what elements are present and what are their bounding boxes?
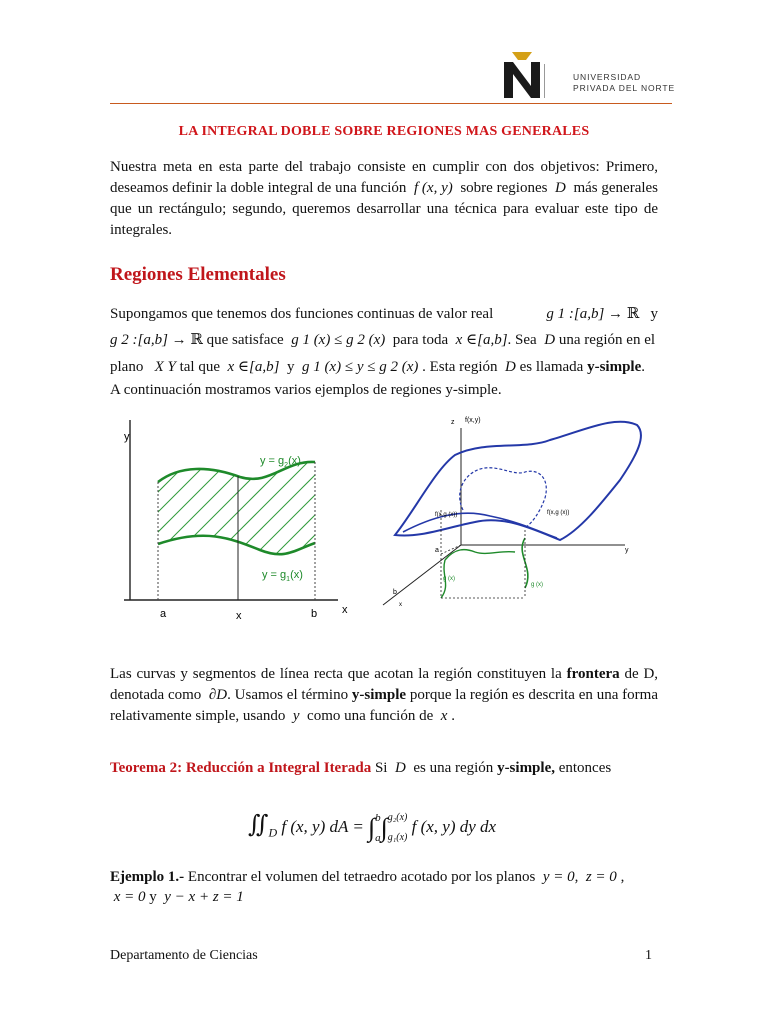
teorema-text-1: Si bbox=[374, 760, 388, 776]
regiones-line-4: A continuación mostramos varios ejemplos de regiones y-simple. bbox=[110, 382, 502, 398]
fig-right-g1-label: g (x) bbox=[443, 576, 455, 582]
intro-text-3: más generales que un rectángulo; segundo, queremos desarrollar una técnica para evaluar este tipo de integrales. bbox=[110, 180, 659, 238]
regiones-text-3d: . Esta región bbox=[422, 359, 498, 375]
eq-z0: z = 0 bbox=[585, 869, 617, 885]
intro-text-2: sobre regiones bbox=[460, 180, 548, 196]
base-region bbox=[441, 538, 528, 598]
ysimple-bold: y-simple bbox=[587, 359, 642, 375]
upper-curve-label: $y = g_2(x)$ bbox=[260, 455, 301, 469]
figure-left-ysimple bbox=[110, 420, 370, 630]
fig-right-x-label: x bbox=[399, 602, 402, 608]
frontera-text-1: Las curvas y segmentos de línea recta que acotan la región constituyen la bbox=[110, 666, 562, 682]
ejemplo-text-2: y bbox=[149, 889, 157, 905]
formula-sub-D: D bbox=[268, 825, 278, 840]
intro-D: D bbox=[555, 180, 566, 196]
comma-2: , bbox=[620, 869, 625, 885]
x-in-ab-2: x ∈[a,b] bbox=[227, 359, 280, 375]
ejemplo-line-1 bbox=[110, 867, 658, 887]
logo-line2: PRIVADA DEL NORTE bbox=[573, 83, 676, 93]
regiones-text-3e: es llamada bbox=[519, 359, 584, 375]
page-title: LA INTEGRAL DOBLE SOBRE REGIONES MAS GENERALES bbox=[178, 124, 590, 139]
teorema-D: D bbox=[394, 760, 406, 776]
fig-right-a-label: a bbox=[435, 547, 439, 554]
frontera-bold: frontera bbox=[566, 666, 620, 682]
frontera-text-5: como una función de bbox=[307, 708, 434, 724]
regiones-line-2 bbox=[110, 330, 658, 350]
double-integral-sign: ∬ bbox=[248, 811, 269, 838]
footer-department: Departamento de Ciencias bbox=[110, 948, 258, 963]
ineq-g1-g2: g 1 (x) ≤ g 2 (x) bbox=[291, 332, 386, 348]
fig-left-b-label: b bbox=[311, 608, 318, 620]
eq-plane: y − x + z = 1 bbox=[164, 889, 244, 905]
regiones-line-1 bbox=[110, 304, 658, 324]
boundary-dD: ∂D bbox=[208, 687, 228, 703]
fig-right-y-label: y bbox=[625, 547, 629, 554]
regiones-D-2: D bbox=[505, 359, 516, 375]
frontera-paragraph bbox=[110, 664, 658, 727]
formula-lhs-body: f (x, y) dA = bbox=[281, 816, 364, 836]
plane-XY: X Y bbox=[154, 359, 176, 375]
reals-symbol-2: ℝ bbox=[190, 332, 203, 348]
ejemplo-text-1: Encontrar el volumen del tetraedro acotado por los planos bbox=[187, 869, 536, 885]
eq-y0: y = 0 bbox=[542, 869, 575, 885]
iterated-integral-formula bbox=[248, 808, 496, 848]
teorema-text-3: entonces bbox=[558, 760, 612, 776]
regiones-D: D bbox=[544, 332, 556, 348]
fig-left-x-axis-label: x bbox=[342, 604, 348, 616]
regiones-text-3a: plano bbox=[110, 359, 144, 375]
frontera-text-4: porque la región es descrita en una forma relativamente simple, usando bbox=[110, 687, 658, 724]
formula-upper-b: b bbox=[375, 812, 381, 824]
teorema-line bbox=[110, 760, 611, 777]
frontera-x: x bbox=[440, 708, 448, 724]
frontera-y: y bbox=[292, 708, 300, 724]
fig-left-y-axis-label: y bbox=[124, 431, 130, 443]
logo-line1: UNIVERSIDAD bbox=[573, 72, 641, 82]
formula-lower-a: a bbox=[375, 832, 381, 844]
logo-n-mark bbox=[504, 52, 545, 98]
axes bbox=[124, 420, 338, 600]
integral-sign-inner: ∫ bbox=[380, 813, 388, 842]
frontera-text-6: . bbox=[451, 708, 455, 724]
regiones-dot: . bbox=[641, 359, 646, 375]
frontera-text-3: . Usamos el término bbox=[227, 687, 349, 703]
formula-lower-g1: g₁(x) bbox=[387, 832, 408, 843]
fig-right-fxy-label: f(x,y) bbox=[465, 417, 481, 424]
lower-curve-label: $y = g_1(x)$ bbox=[262, 569, 303, 583]
page-footer bbox=[110, 948, 658, 964]
fig-right-fg1-label: f(x,g (x)) bbox=[435, 512, 458, 518]
intro-text-1: Nuestra meta en esta parte del trabajo consiste en cumplir con dos objetivos: Primero, deseamos definir la doble integral de una función bbox=[110, 159, 658, 196]
fig-left-x-label: x bbox=[236, 610, 242, 622]
ineq-g1-y-g2: g 1 (x) ≤ y ≤ g 2 (x) bbox=[301, 359, 419, 375]
regiones-line-3 bbox=[110, 357, 658, 377]
frontera-text-2: de D, denotada como bbox=[110, 666, 659, 703]
regiones-text-1a: Supongamos que tenemos dos funciones continuas de valor real bbox=[110, 306, 494, 322]
fig-right-g2-label: g (x) bbox=[531, 582, 543, 588]
regiones-text-2c: . Sea bbox=[507, 332, 537, 348]
surface-outline bbox=[395, 422, 641, 540]
fig-left-a-label: a bbox=[160, 608, 167, 620]
header-rule bbox=[110, 103, 672, 104]
regiones-text-3c: y bbox=[286, 359, 295, 375]
regiones-text-2a: que satisface bbox=[206, 332, 284, 348]
teorema-label: Teorema 2: Reducción a Integral Iterada bbox=[110, 760, 372, 776]
g1-map: g 1 :[a,b] → bbox=[546, 306, 624, 322]
g2-map: g 2 :[a,b] → bbox=[110, 332, 187, 348]
ejemplo-label: Ejemplo 1.- bbox=[110, 869, 185, 885]
section-title: Regiones Elementales bbox=[110, 264, 286, 285]
eq-x0: x = 0 bbox=[113, 889, 146, 905]
footer-page-number: 1 bbox=[645, 948, 652, 963]
x-in-ab: x ∈[a,b] bbox=[455, 332, 508, 348]
regiones-text-2d: una región en el bbox=[558, 332, 656, 348]
formula-upper-g2: g₂(x) bbox=[387, 812, 408, 823]
fig-right-fg2-label: f(x,g (x)) bbox=[547, 510, 570, 516]
frontera-ysimple: y-simple bbox=[351, 687, 407, 703]
integral-sign-outer: ∫ bbox=[368, 813, 376, 842]
comma-1: , bbox=[574, 869, 579, 885]
regiones-text-3b: tal que bbox=[179, 359, 220, 375]
reals-symbol: ℝ bbox=[626, 306, 640, 322]
logo-text bbox=[573, 72, 675, 94]
intro-fxy: f (x, y) bbox=[413, 180, 453, 196]
fig-right-z-label: z bbox=[451, 419, 455, 426]
regiones-text-1b: y bbox=[650, 306, 658, 322]
formula-rhs-body: f (x, y) dy dx bbox=[411, 816, 497, 836]
intro-paragraph bbox=[110, 157, 658, 241]
figure-right-3d-surface bbox=[375, 410, 665, 615]
teorema-ysimple: y-simple, bbox=[497, 760, 555, 776]
regiones-text-2b: para toda bbox=[392, 332, 449, 348]
ejemplo-line-2 bbox=[110, 887, 658, 907]
fig-right-b-label: b bbox=[393, 589, 397, 596]
teorema-text-2: es una región bbox=[413, 760, 494, 776]
